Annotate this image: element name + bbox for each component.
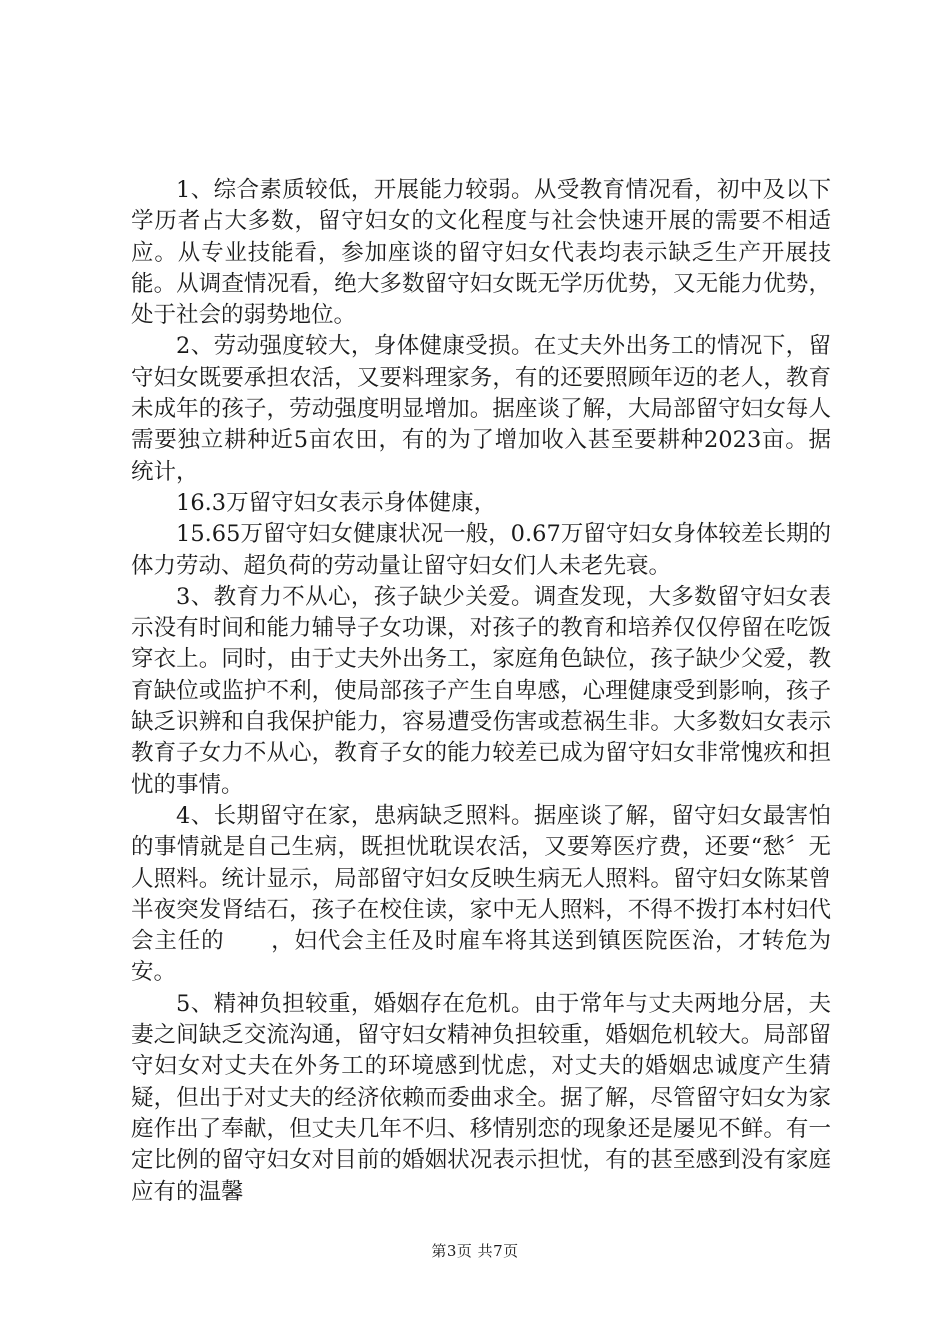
paragraph-2: 2、劳动强度较大，身体健康受损。在丈夫外出务工的情况下，留守妇女既要承担农活，又要料理家务，有的还要照顾年迈的老人，教育未成年的孩子，劳动强度明显增加。据座谈了解，大局部留守妇女每人需要独立耕种近5亩农田，有的为了增加收入甚至要耕种2023亩。据统计，	[131, 333, 831, 485]
paragraph-3: 16.3万留守妇女表示身体健康，	[176, 489, 497, 516]
paragraph-7: 5、精神负担较重，婚姻存在危机。由于常年与丈夫两地分居，夫妻之间缺乏交流沟通，留守妇女精神负担较重，婚姻危机较大。局部留守妇女对丈夫在外务工的环境感到忧虑，对丈夫的婚姻忠诚度产生猜疑，但出于对丈夫的经济依赖而委曲求全。据了解，尽管留守妇女为家庭作出了奉献，但丈夫几年不归、移情别恋的现象还是屡见不鲜。有一定比例的留守妇女对目前的婚姻状况表示担忧，有的甚至感到没有家庭应有的温馨	[131, 990, 831, 1205]
paragraph-5: 3、教育力不从心，孩子缺少关爱。调查发现，大多数留守妇女表示没有时间和能力辅导子女功课，对孩子的教育和培养仅仅停留在吃饭穿衣上。同时，由于丈夫外出务工，家庭角色缺位，孩子缺少父爱，教育缺位或监护不利，使局部孩子产生自卑感，心理健康受到影响，孩子缺乏识辨和自我保护能力，容易遭受伤害或惹祸生非。大多数妇女表示教育子女力不从心，教育子女的能力较差已成为留守妇女非常愧疚和担忧的事情。	[131, 583, 831, 798]
paragraph-6: 4、长期留守在家，患病缺乏照料。据座谈了解，留守妇女最害怕的事情就是自己生病，既担忧耽误农活，又要筹医疗费，还要“愁〞无人照料。统计显示，局部留守妇女反映生病无人照料。留守妇女陈某曾半夜突发肾结石，孩子在校住读，家中无人照料，不得不拨打本村妇代会主任的 ，妇代会主任及时雇车将其送到镇医院医治，才转危为安。	[131, 802, 831, 986]
paragraph-4: 15.65万留守妇女健康状况一般，0.67万留守妇女身体较差长期的体力劳动、超负荷的劳动量让留守妇女们人未老先衰。	[131, 521, 831, 579]
paragraph-1: 1、综合素质较低，开展能力较弱。从受教育情况看，初中及以下学历者占大多数，留守妇女的文化程度与社会快速开展的需要不相适应。从专业技能看，参加座谈的留守妇女代表均表示缺乏生产开展技能。从调查情况看，绝大多数留守妇女既无学历优势，又无能力优势，处于社会的弱势地位。	[131, 177, 831, 329]
page-number-footer: 第3页 共7页	[431, 1242, 519, 1260]
document-body	[131, 175, 831, 1208]
